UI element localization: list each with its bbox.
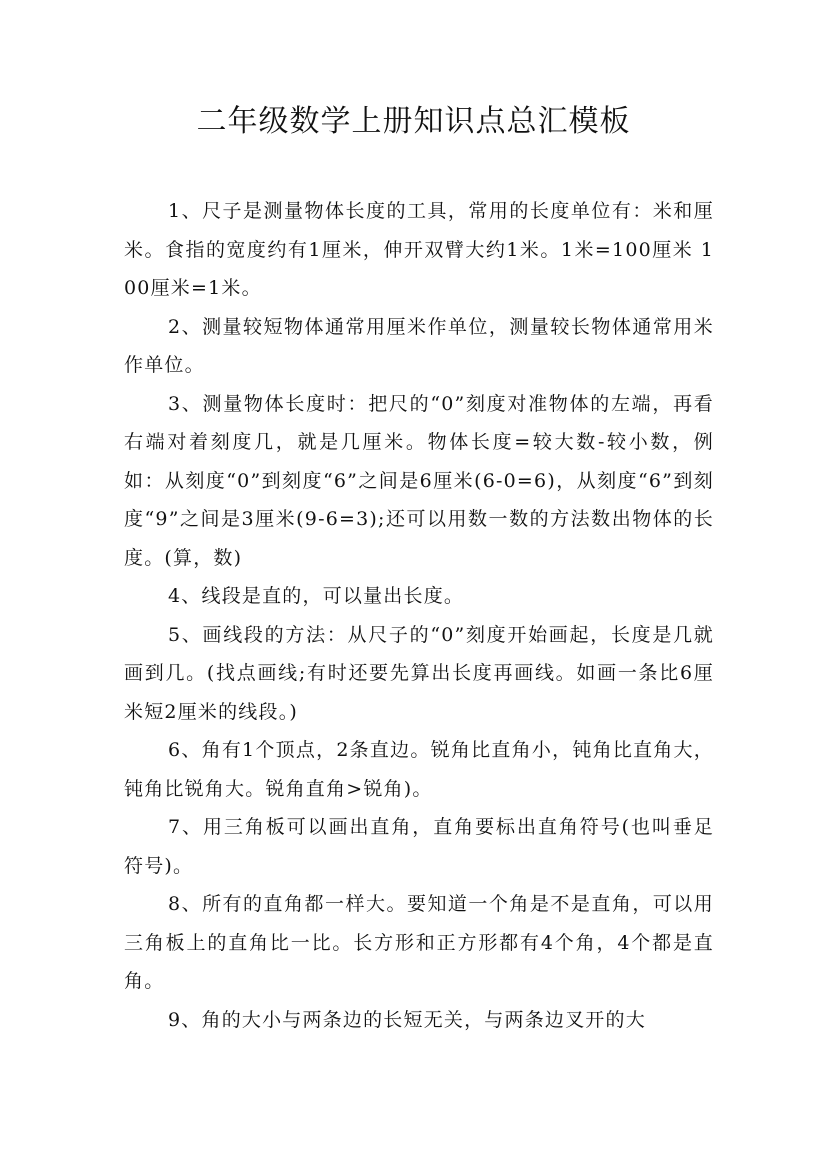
paragraph-6: 6、角有1个顶点，2条直边。锐角比直角小，钝角比直角大，钝角比锐角大。锐角直角>锐角)。 [124,739,714,800]
paragraph-9: 9、角的大小与两条边的长短无关，与两条边叉开的大 [168,1008,646,1031]
paragraph-2: 2、测量较短物体通常用厘米作单位，测量较长物体通常用米作单位。 [124,315,714,376]
paragraph-8: 8、所有的直角都一样大。要知道一个角是不是直角，可以用三角板上的直角比一比。长方形和正方形都有4个角，4个都是直角。 [124,893,714,992]
paragraph-7: 7、用三角板可以画出直角，直角要标出直角符号(也叫垂足符号)。 [124,816,714,877]
paragraph-3: 3、测量物体长度时：把尺的“0”刻度对准物体的左端，再看右端对着刻度几，就是几厘米。物体长度=较大数-较小数，例如：从刻度“0”到刻度“6”之间是6厘米(6-0=6)，从刻度“6”到刻度“9”之间是3厘米(9-6=3);还可以用数一数的方法数出物体的长度。(算，数) [124,392,714,569]
paragraph-4: 4、线段是直的，可以量出长度。 [168,585,465,607]
document-title: 二年级数学上册知识点总汇模板 [196,104,631,139]
document-body [124,192,714,1039]
paragraph-5: 5、画线段的方法：从尺子的“0”刻度开始画起，长度是几就画到几。(找点画线;有时还要先算出长度再画线。如画一条比6厘米短2厘米的线段。) [124,623,714,723]
paragraph-1: 1、尺子是测量物体长度的工具，常用的长度单位有：米和厘米。食指的宽度约有1厘米，伸开双臂大约1米。1米=100厘米 100厘米=1米。 [124,200,714,299]
